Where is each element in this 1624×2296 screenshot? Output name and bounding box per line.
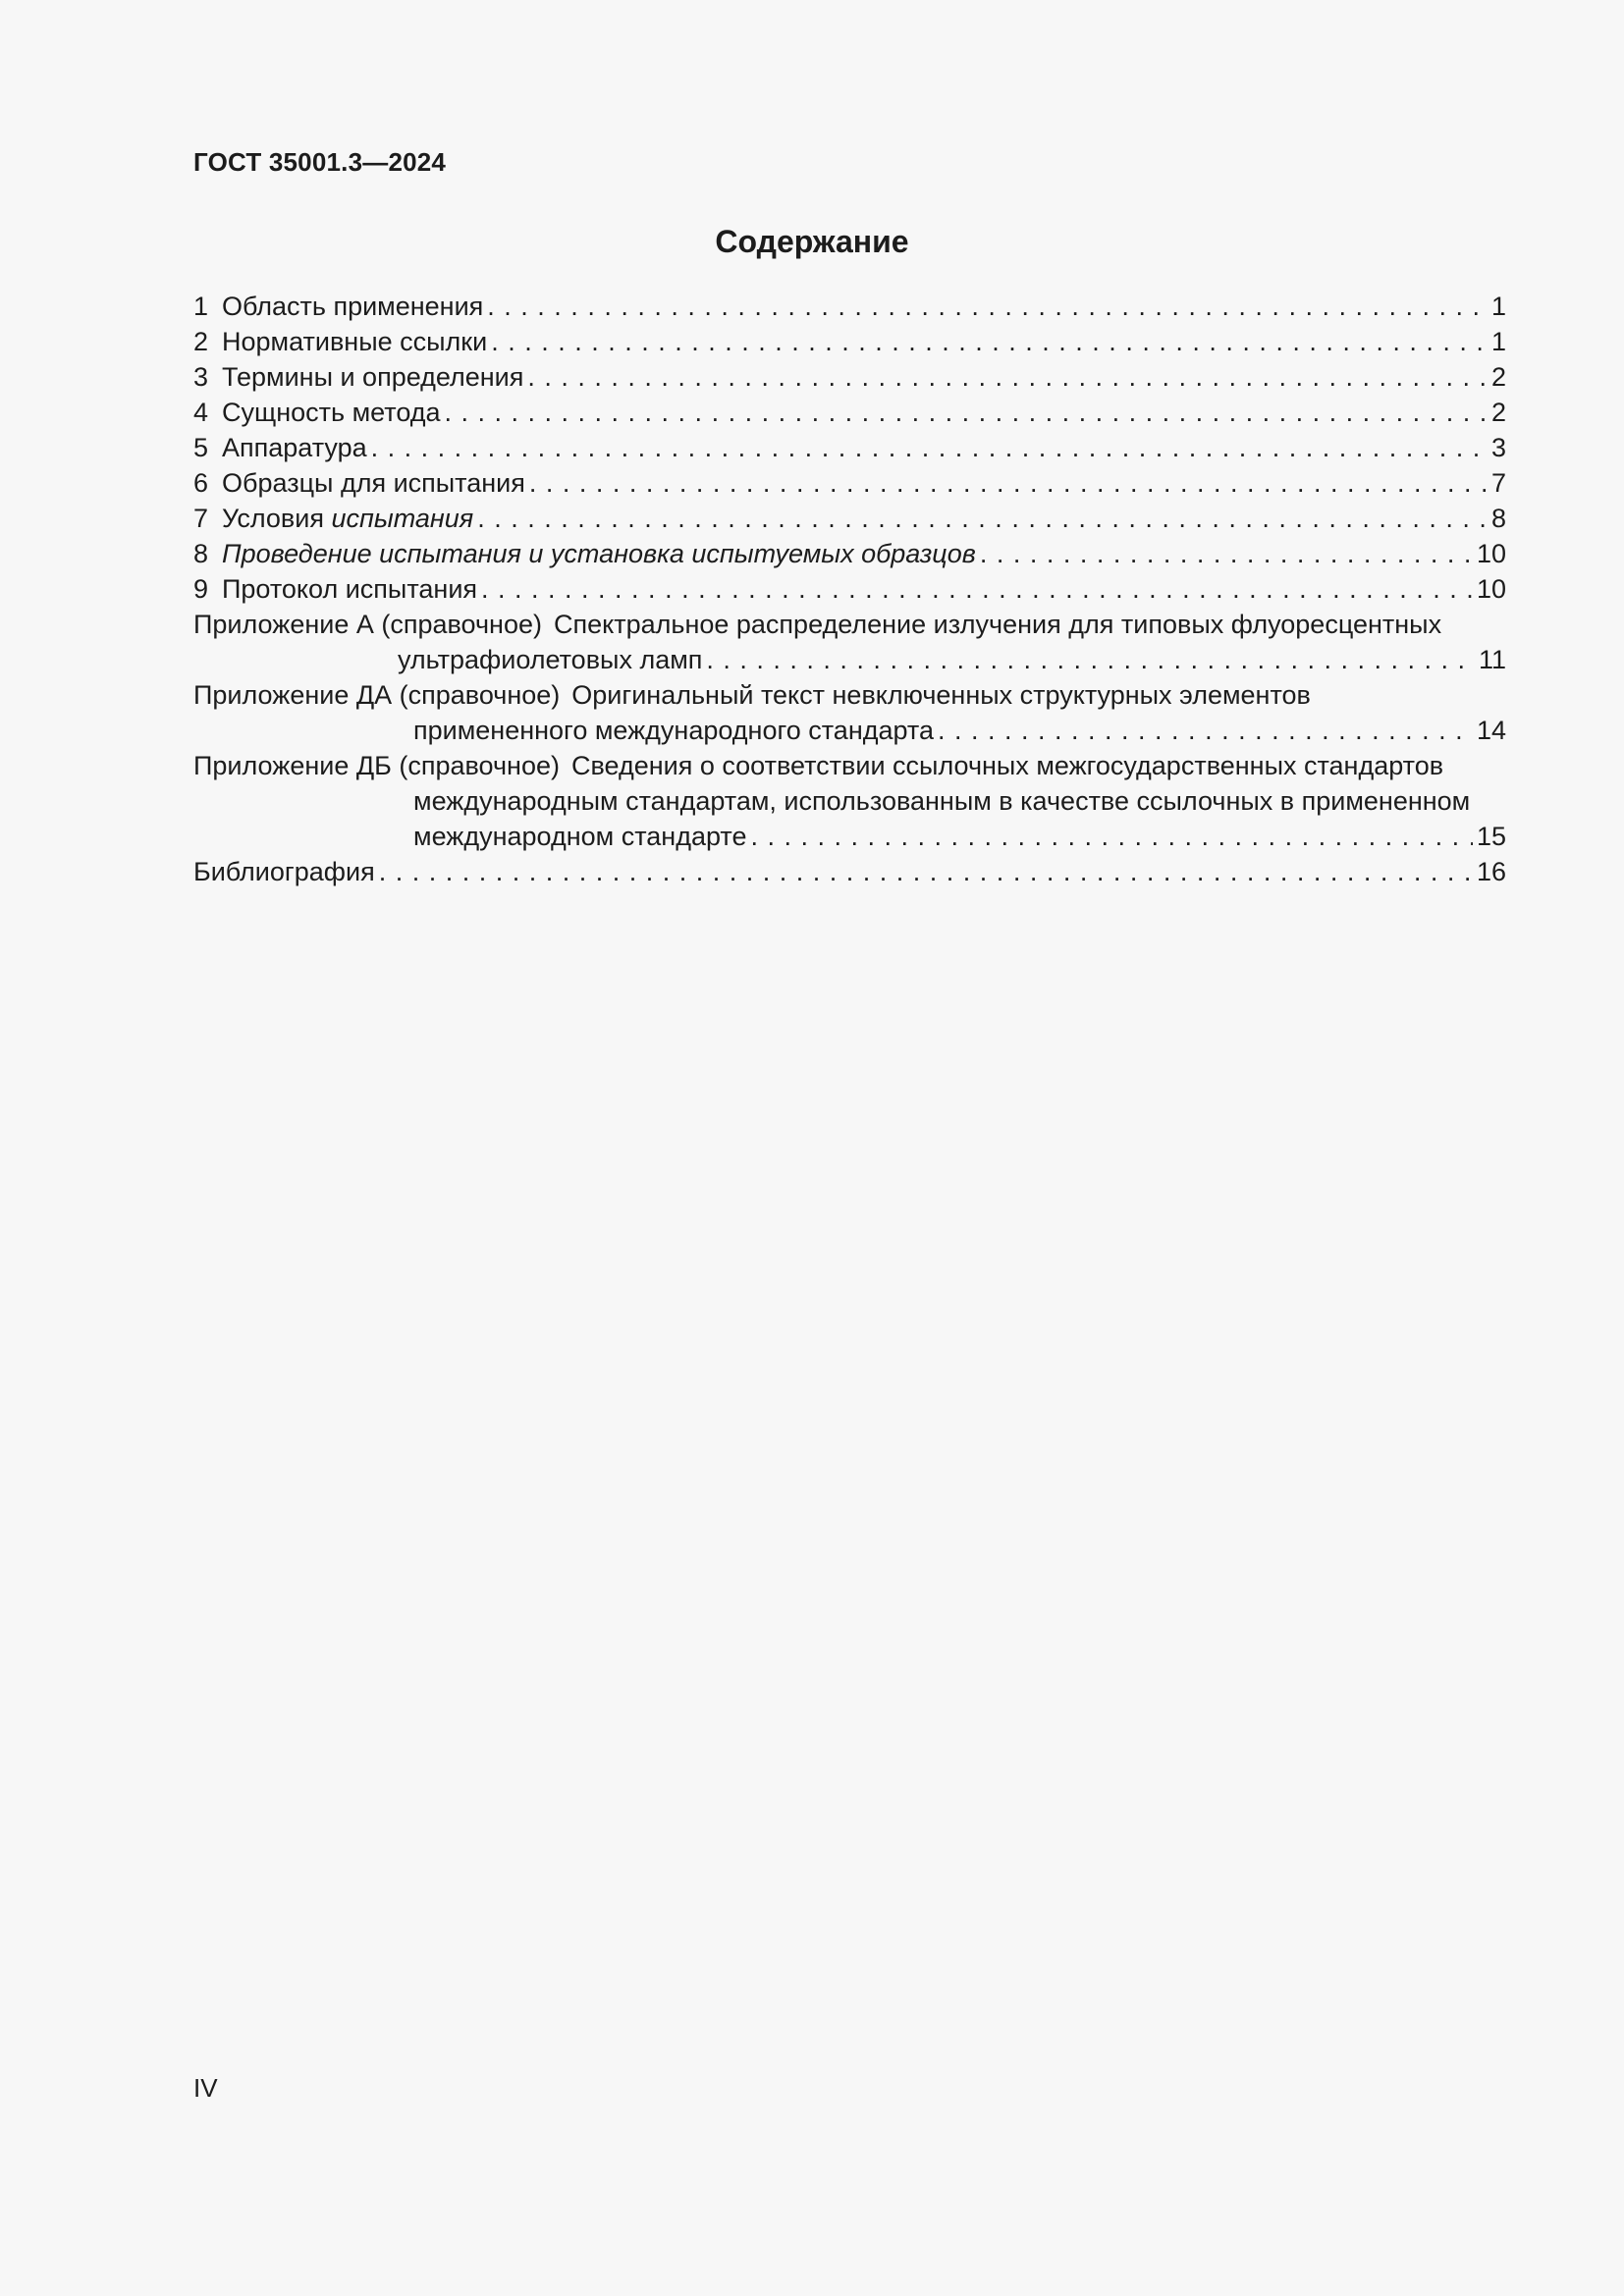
toc-entry-title: Библиография [193,857,375,886]
document-code: ГОСТ 35001.3—2024 [193,147,447,177]
toc-entry[interactable] [193,324,1506,359]
toc-entry[interactable] [193,501,1506,536]
toc-appendix-line [193,819,1506,854]
toc-entry-page: 16 [1476,857,1506,886]
toc-appendix-head: Приложение А (справочное) [193,610,542,639]
toc-entry[interactable] [193,359,1506,395]
toc-entry-page: 14 [1476,716,1506,745]
toc-appendix-title: международным стандартам, использованным в качестве ссылочных в примененном [413,786,1471,816]
toc-appendix-line [193,748,1506,783]
dot-leader [481,571,1473,607]
toc-entry-number: 2 [193,327,209,356]
toc-entry-title: Область применения [222,292,484,321]
dot-leader [529,465,1488,501]
toc-entry-number: 3 [193,362,209,392]
toc-appendix-da[interactable] [193,677,1506,748]
dot-leader [750,819,1472,854]
toc-entry-page: 1 [1490,292,1506,321]
toc-appendix-head: Приложение ДА (справочное) [193,680,561,710]
toc-entry[interactable] [193,289,1506,324]
toc-entry[interactable] [193,430,1506,465]
toc-entry-number: 1 [193,292,209,321]
toc-appendix-db[interactable] [193,748,1506,854]
toc-entry-page: 2 [1490,362,1506,392]
toc-entry-title: Проведение испытания и установка испытуемых образцов [222,539,976,568]
dot-leader [379,854,1473,889]
toc-entry-page: 7 [1490,468,1506,498]
dot-leader [491,324,1488,359]
toc-entry[interactable] [193,395,1506,430]
toc-entry-number: 4 [193,398,209,427]
toc-entry-title: Аппаратура [222,433,367,462]
toc-appendix-a[interactable] [193,607,1506,677]
toc-entry-title: Образцы для испытания [222,468,525,498]
toc-entry-number: 6 [193,468,209,498]
toc-entry-page: 2 [1490,398,1506,427]
toc-appendix-title: Спектральное распределение излучения для типовых флуоресцентных [553,610,1442,639]
toc-entry-page: 11 [1478,645,1506,674]
toc-entry-page: 15 [1476,822,1506,851]
toc-bibliography[interactable] [193,854,1506,889]
toc-appendix-line [193,607,1506,642]
toc-entry-number: 8 [193,539,209,568]
toc-entry-page: 1 [1490,327,1506,356]
toc-appendix-line [193,677,1506,713]
toc-entry-title: Протокол испытания [222,574,478,604]
toc-appendix-title: Оригинальный текст невключенных структурных элементов [571,680,1311,710]
toc-entry-title-italic: испытания [331,504,474,533]
toc-title: Содержание [715,224,909,259]
toc-entry-title-plain: Условия [222,504,332,533]
dot-leader [938,713,1473,748]
dot-leader [477,501,1488,536]
toc-appendix-title: Сведения о соответствии ссылочных межгосударственных стандартов [570,751,1444,780]
toc-appendix-line [193,642,1506,677]
toc-entry[interactable] [193,571,1506,607]
toc-entry[interactable] [193,465,1506,501]
dot-leader [706,642,1475,677]
toc-entry-title: Нормативные ссылки [222,327,488,356]
toc-appendix-title: ультрафиолетовых ламп [398,645,703,674]
dot-leader [371,430,1488,465]
toc-entry-number: 9 [193,574,209,604]
toc-appendix-title: международном стандарте [413,822,747,851]
toc-appendix-line [193,713,1506,748]
toc-entry-title: Сущность метода [222,398,441,427]
toc-entry-number: 5 [193,433,209,462]
toc-entry-title [222,501,473,536]
table-of-contents [193,289,1506,889]
toc-entry-number: 7 [193,504,209,533]
toc-entry-page: 8 [1490,504,1506,533]
toc-entry-page: 3 [1490,433,1506,462]
dot-leader [980,536,1473,571]
toc-appendix-head: Приложение ДБ (справочное) [193,751,560,780]
dot-leader [527,359,1488,395]
page-number: IV [193,2073,218,2103]
dot-leader [487,289,1488,324]
toc-entry-page: 10 [1476,574,1506,604]
dot-leader [445,395,1488,430]
toc-entry-title: Термины и определения [222,362,524,392]
toc-appendix-line [193,783,1506,819]
toc-entry-page: 10 [1476,539,1506,568]
toc-appendix-title: примененного международного стандарта [413,716,935,745]
toc-entry[interactable] [193,536,1506,571]
